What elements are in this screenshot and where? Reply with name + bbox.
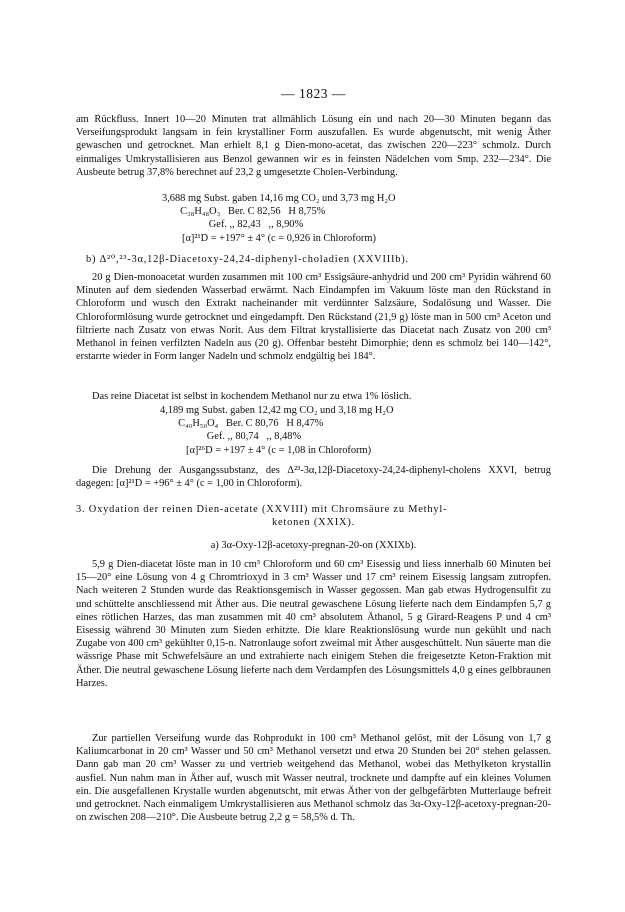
optical-rotation: [α]²⁶D = +197 ± 4° (c = 1,08 in Chloroform) — [186, 444, 372, 456]
subheading-a — [76, 539, 551, 552]
analysis-line: C₄₀H₅₀O₄ Ber. C 80,76 H 8,47% — [160, 418, 324, 430]
section-heading-line: 3. Oxydation der reinen Dien-acetate (XXVIII) mit Chromsäure zu Methyl- — [76, 504, 448, 515]
paragraph-text: am Rückfluss. Innert 10—20 Minuten trat allmählich Lösung ein und nach 20—30 Minuten begann das Verseifungsprodukt langsam in fein krystalliner Form auszufallen. Es wurde abgenutscht, mit wenig Äther gewaschen und getrocknet. Man erhielt 8,1 g Dien-mono-acetat, das zwischen 220—223° schmolz. Durch einmaliges Umkrystallisieren aus Benzol gewannen wir es in feinsten Nädelchen vom Smp. 232—234°. Die Ausbeute betrug 37,8% berechnet auf 23,2 g umgesetzte Cholen-Verbindung. — [76, 114, 551, 178]
paragraph-text: Das reine Diacetat ist selbst in kochendem Methanol nur zu etwa 1% löslich. — [92, 391, 412, 402]
paragraph-5 — [76, 558, 551, 690]
section-heading-line: ketonen (XXIX). — [272, 517, 355, 529]
optical-rotation: [α]²¹D = +197° ± 4° (c = 0,926 in Chloroform) — [182, 232, 376, 244]
paragraph-text: 20 g Dien-monoacetat wurden zusammen mit 100 cm³ Essigsäure-anhydrid und 200 cm³ Pyridin während 60 Minuten auf dem siedenden Wasserbad erwärmt. Nach Eindampfen im Vakuum löste man den Rückstand in Chloroform und wusch den Extrakt nacheinander mit verdünnter Salzsäure, Sodalösung und Wasser. Die Chloroformlösung wurde getrocknet und eingedampft. Den Rückstand (21,9 g) löste man in 500 cm³ Aceton und filtrierte nach Zusatz von etwas Norit. Aus dem Filtrat krystallisierte das Diacetat nach Zusatz von 200 cm³ Methanol in feinen verfilzten Nadeln aus (20 g). Offenbar besteht Dimorphie; denn es schmolz bei 140—142°, erstarrte wieder in Form langer Nadeln und schmolz endgültig bei 184°. — [76, 272, 551, 363]
paragraph-6 — [76, 732, 551, 824]
analysis-line: Gef. ,, 82,43 ,, 8,90% — [162, 219, 304, 231]
analysis-line: 4,189 mg Subst. gaben 12,42 mg CO₂ und 3,18 mg H₂O — [160, 405, 394, 416]
subheading-text: b) Δ²⁰,²³-3α,12β-Diacetoxy-24,24-diphenyl-choladien (XXVIIIb). — [86, 254, 409, 265]
paragraph-3 — [76, 390, 551, 403]
paragraph-1 — [76, 113, 551, 179]
analysis-block-2 — [160, 404, 540, 457]
analysis-line: C₃₈H₄₈O₃ Ber. C 82,56 H 8,75% — [162, 206, 326, 218]
subheading-text: a) 3α-Oxy-12β-acetoxy-pregnan-20-on (XXIXb). — [210, 540, 417, 551]
section-heading-3 — [76, 503, 551, 529]
paragraph-text: 5,9 g Dien-diacetat löste man in 10 cm³ Chloroform und 60 cm³ Eisessig und liess innerhalb 60 Minuten bei 15—20° eine Lösung von 4 g Chromtrioxyd in 3 cm³ Wasser und 17 cm³ reinem Eisessig langsam zutropfen. Nach weiteren 2 Stunden wurde das Reaktionsgemisch in Wasser gegossen. Man gab etwas Hydrogensulfit zu und schüttelte anschliessend mit Äther aus. Die neutral gewaschene Lösung lieferte nach dem Eindampfen 5,7 g eines rötlichen Harzes, das man zusammen mit 40 cm³ absolutem Äthanol, 5 g Girard-Reagens P und 4 cm³ Eisessig während 30 Minuten zum Sieden erhitzte. Die klare Reaktionslösung wurde nun gekühlt und nach Zugabe von 400 cm³ gekühlter 0,15-n. Natronlauge sofort zweimal mit Äther ausgeschüttelt. Nun säuerte man die wässrige Phase mit Schwefelsäure an und extrahierte nach einigem Stehen die freigesetzte Keton-Fraktion mit Äther. Die neutral gewaschene Lösung lieferte nach dem Verdampfen des Lösungsmittels 4,0 g eines gelbbraunen Harzes. — [76, 559, 551, 689]
analysis-block-1 — [162, 192, 542, 245]
paragraph-text: Die Drehung der Ausgangssubstanz, des Δ²³-3α,12β-Diacetoxy-24,24-diphenyl-cholens XXVI, betrug dagegen: [α]²¹D = +96° ± 4° (c = 1,00 in Chloroform). — [76, 465, 551, 490]
subheading-b — [86, 253, 561, 266]
analysis-line: Gef. ,, 80,74 ,, 8,48% — [160, 431, 302, 443]
paragraph-text: Zur partiellen Verseifung wurde das Rohprodukt in 100 cm³ Methanol gelöst, mit der Lösung von 1,7 g Kaliumcarbonat in 20 cm³ Wasser und 50 cm³ Methanol versetzt und etwa 20 Stunden bei 20° stehen gelassen. Dann gab man 20 cm³ Wasser zu und vertrieb weitgehend das Methanol, wobei das Methylketon krystallin ausfiel. Nun nahm man in Äther auf, wusch mit Wasser neutral, trocknete und dampfte auf ein kleines Volumen ein. Die ausgefallenen Krystalle wurden abgenutscht, mit etwas Äther von der gelbgefärbten Mutterlauge befreit und getrocknet. Nach einmaligem Umkrystallisieren aus Methanol schmolz das 3α-Oxy-12β-acetoxy-pregnan-20-on zwischen 208—210°. Die Ausbeute betrug 2,2 g = 58,5% d. Th. — [76, 733, 551, 824]
page-number: — 1823 — — [281, 86, 346, 101]
paragraph-4 — [76, 464, 551, 490]
analysis-line: 3,688 mg Subst. gaben 14,16 mg CO₂ und 3,73 mg H₂O — [162, 193, 396, 204]
paragraph-2 — [76, 271, 551, 363]
